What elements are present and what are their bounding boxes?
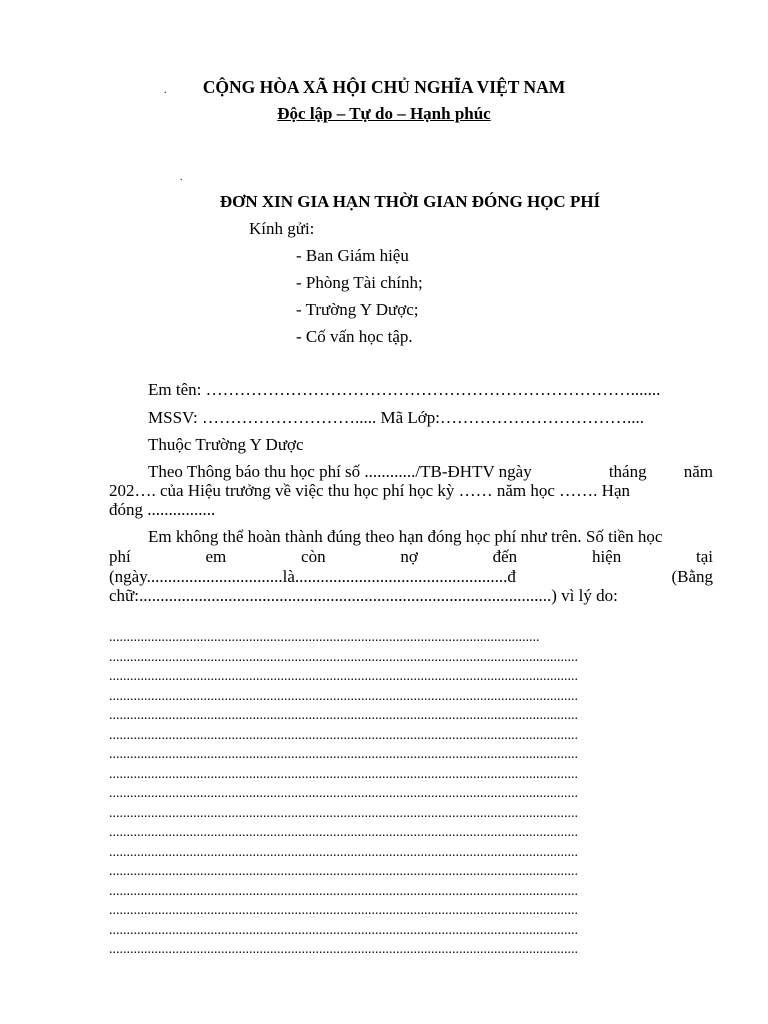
paragraph2-line3 bbox=[109, 567, 713, 587]
recipient-item: - Phòng Tài chính; bbox=[296, 273, 423, 292]
paragraph2-line1 bbox=[148, 527, 713, 547]
recipient-item: - Cố vấn học tập. bbox=[296, 327, 413, 346]
reason-dotted-line: ...................................................................................................................................... bbox=[109, 825, 578, 840]
reason-dotted-line: ...................................................................................................................................... bbox=[109, 766, 578, 782]
paragraph1-line2 bbox=[109, 481, 713, 501]
reason-dotted-line: ...................................................................................................................................... bbox=[109, 786, 578, 801]
paragraph2-word: còn bbox=[301, 547, 326, 566]
reason-dotted-line: ...................................................................................................................................... bbox=[109, 747, 578, 762]
paragraph1-text: 202…. của Hiệu trưởng về việc thu học phí học kỳ …… năm học ……. Hạn bbox=[109, 481, 631, 500]
national-name-heading: CỘNG HÒA XÃ HỘI CHỦ NGHĨA VIỆT NAM bbox=[202, 77, 566, 97]
paragraph2-word: hiện bbox=[591, 547, 622, 566]
paragraph2-text: (Bằng bbox=[671, 567, 713, 586]
reason-dotted-line: ...................................................................................................................................... bbox=[109, 708, 578, 723]
paragraph2-word: nợ bbox=[400, 547, 418, 566]
mssv-class-field: MSSV: ………………………..... Mã Lớp:…………………………….... bbox=[148, 408, 645, 427]
reason-dotted-line: ...................................................................................................................................... bbox=[109, 922, 578, 938]
reason-dotted-line: ...................................................................................................................................... bbox=[109, 903, 578, 918]
paragraph2-word: phí bbox=[109, 547, 131, 566]
reason-dotted-line: ...................................................................................................................................... bbox=[109, 649, 578, 665]
motto-text: Độc lập – Tự do – Hạnh phúc bbox=[277, 104, 491, 123]
reason-dotted-line: ...................................................................................................................................... bbox=[109, 805, 578, 821]
paragraph2-text: Em không thể hoàn thành đúng theo hạn đóng học phí như trên. Số tiền học bbox=[148, 527, 663, 546]
name-field: Em tên: …………………………………………………………………....... bbox=[148, 380, 661, 399]
school-field: Thuộc Trường Y Dược bbox=[148, 435, 304, 454]
reason-dotted-line: ...................................................................................................................................... bbox=[109, 727, 578, 743]
paragraph1-text: tháng bbox=[608, 462, 647, 481]
paragraph2-text: (ngày................................là..................................................đ bbox=[109, 567, 516, 586]
recipient-item: - Trường Y Dược; bbox=[296, 300, 419, 319]
reason-dotted-line: ...................................................................................................................................... bbox=[109, 688, 578, 704]
reason-dotted-line: ........................................................................................................................... bbox=[109, 630, 540, 645]
paragraph2-word: em bbox=[205, 547, 227, 566]
reason-dotted-line: ...................................................................................................................................... bbox=[109, 883, 578, 899]
reason-dotted-line: ...................................................................................................................................... bbox=[109, 864, 578, 879]
reason-dotted-line: ...................................................................................................................................... bbox=[109, 942, 578, 957]
paragraph1-text: năm bbox=[683, 462, 713, 481]
paragraph2-word: tại bbox=[695, 547, 713, 566]
reason-dotted-line: ...................................................................................................................................... bbox=[109, 669, 578, 684]
paragraph1-text: Theo Thông báo thu học phí số ............/TB-ĐHTV ngày bbox=[148, 462, 532, 481]
paragraph2-word: đến bbox=[492, 547, 518, 566]
document-title: ĐƠN XIN GIA HẠN THỜI GIAN ĐÓNG HỌC PHÍ bbox=[219, 192, 601, 211]
reason-dotted-line: ...................................................................................................................................... bbox=[109, 844, 578, 860]
paragraph2-line2 bbox=[109, 547, 713, 567]
paragraph1-line3: đóng ................ bbox=[109, 500, 216, 519]
stray-dot-mark: . bbox=[180, 172, 183, 183]
motto-heading bbox=[0, 104, 768, 124]
recipients-label: Kính gửi: bbox=[249, 219, 315, 238]
recipient-item: - Ban Giám hiệu bbox=[296, 246, 409, 265]
stray-dot-mark: . bbox=[164, 85, 167, 96]
paragraph1-line1 bbox=[148, 462, 713, 482]
paragraph2-line4: chữ:.................................................................................................) vì lý do: bbox=[109, 586, 618, 605]
